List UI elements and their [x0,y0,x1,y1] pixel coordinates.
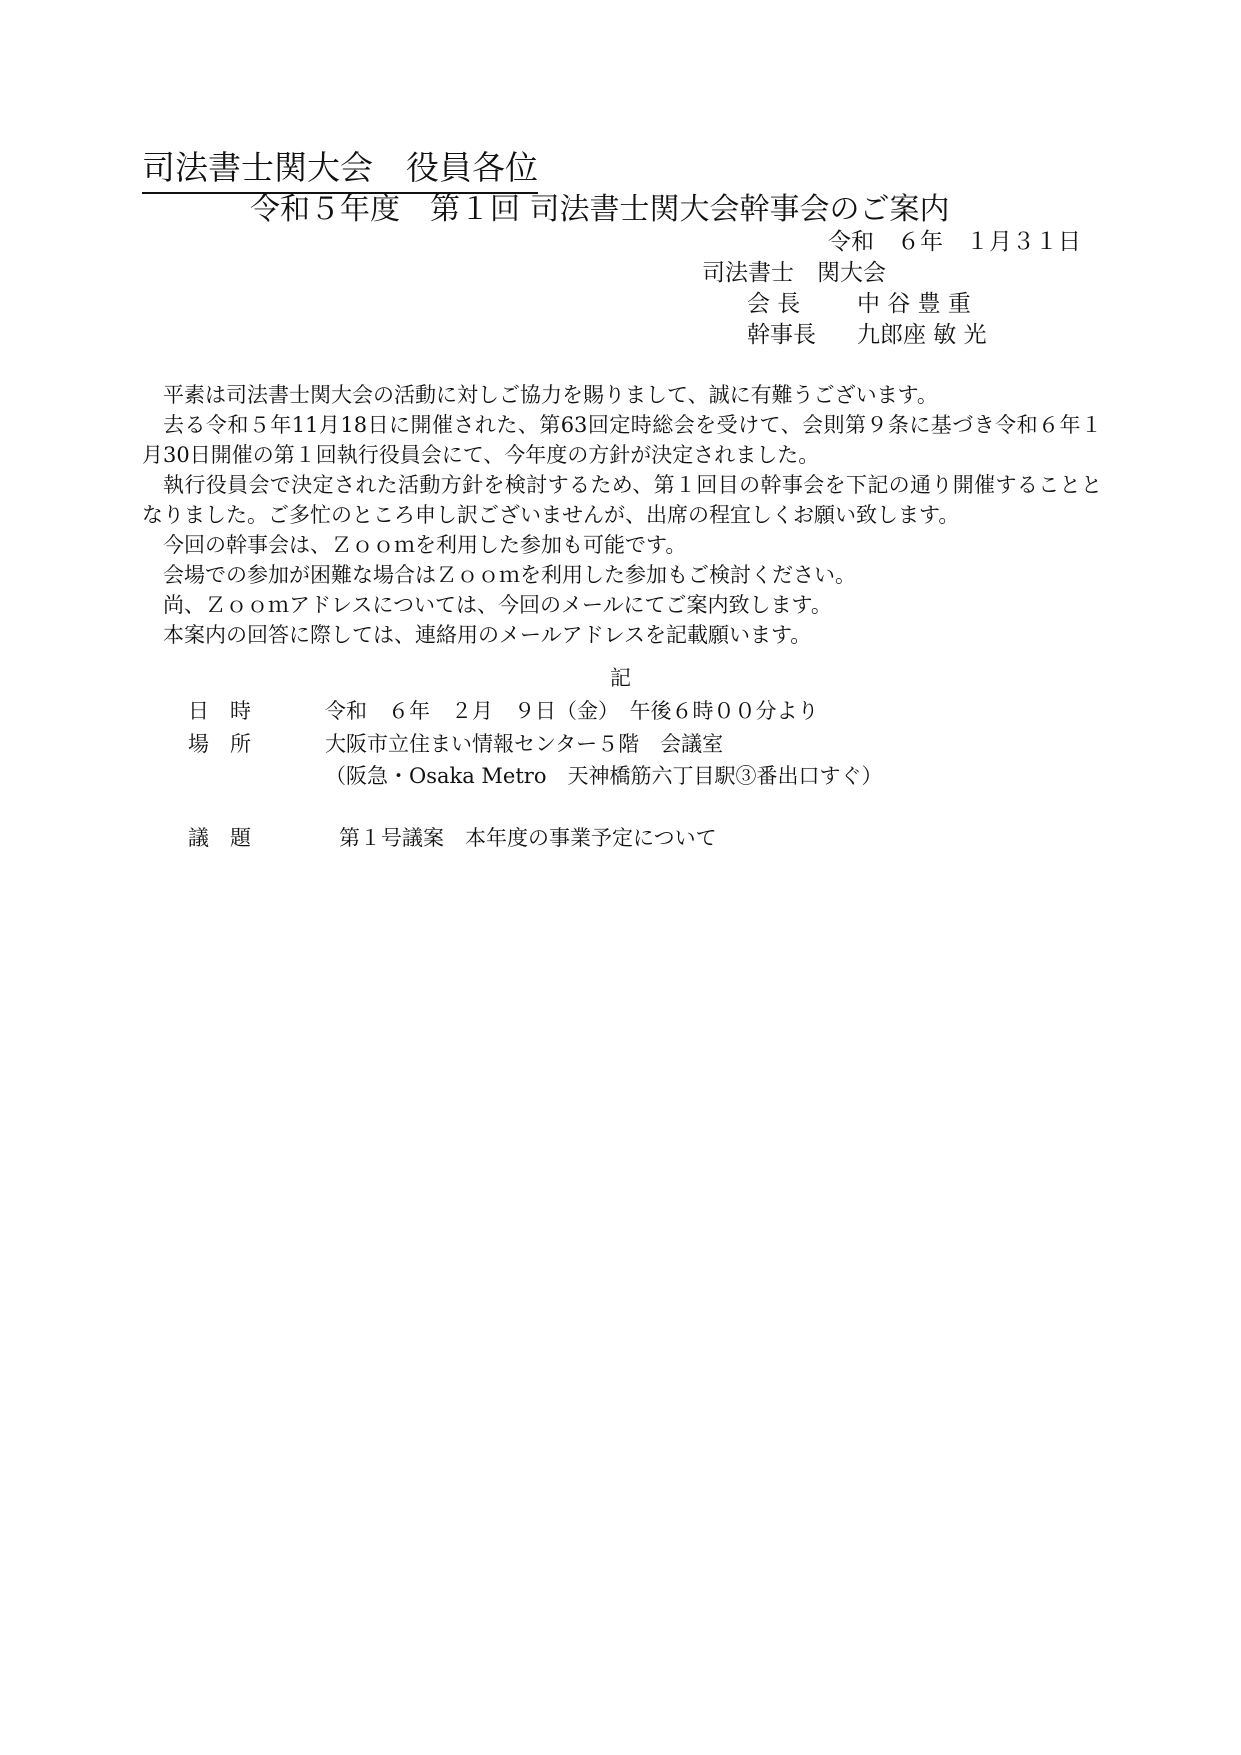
detail-value: 大阪市立住まい情報センター５階 会議室 [325,732,724,756]
detail-venue [188,729,723,759]
body-paragraph: 会場での参加が困難な場合はＺｏｏｍを利用した参加もご検討ください。 [163,563,856,587]
body-paragraph: 今回の幹事会は、Ｚｏｏｍを利用した参加も可能です。 [163,533,687,557]
detail-label: 日 時 [188,699,251,723]
detail-datetime [188,696,819,726]
document-title: 令和５年度 第１回 司法書士関大会幹事会のご案内 [250,192,950,227]
detail-value: （阪急・Osaka Metro 天神橋筋六丁目駅③番出口すぐ） [325,764,883,788]
signatory-president [747,289,971,319]
signatory-name: 九郎座 敏 光 [857,322,987,348]
signatory-name: 中 谷 豊 重 [857,291,971,317]
ki-heading: 記 [610,666,631,690]
detail-venue-access [188,761,882,791]
body-paragraph: 尚、Ｚｏｏｍアドレスについては、今回のメールにてご案内致します。 [163,593,832,617]
body-paragraph: 平素は司法書士関大会の活動に対しご協力を賜りまして、誠に有難うございます。 [163,383,938,407]
signatory-role: 幹事長 [747,322,816,348]
detail-label: 議 題 [188,826,251,850]
detail-agenda [188,823,717,853]
sender-organization: 司法書士 関大会 [702,260,886,286]
body-paragraph: 本案内の回答に際しては、連絡用のメールアドレスを記載願います。 [163,623,812,647]
body-paragraph: 執行役員会で決定された活動方針を検討するため、第１回目の幹事会を下記の通り開催することとなりました。ご多忙のところ申し訳ございませんが、出席の程宜しくお願い致します。 [142,473,1102,527]
addressee: 司法書士関大会 役員各位 [142,146,538,194]
signatory-role: 会 長 [747,291,801,317]
body-paragraph: 去る令和５年11月18日に開催された、第63回定時総会を受けて、会則第９条に基づき令和６年１月30日開催の第１回執行役員会にて、今年度の方針が決定されました。 [142,413,1102,467]
detail-label: 場 所 [188,732,251,756]
detail-value: 第１号議案 本年度の事業予定について [339,826,717,850]
signatory-secretary-general [747,320,987,350]
body-text [142,380,1102,650]
issue-date: 令和 ６年 １月３１日 [828,229,1081,255]
detail-value: 令和 ６年 ２月 ９日（金） 午後６時００分より [325,699,819,723]
